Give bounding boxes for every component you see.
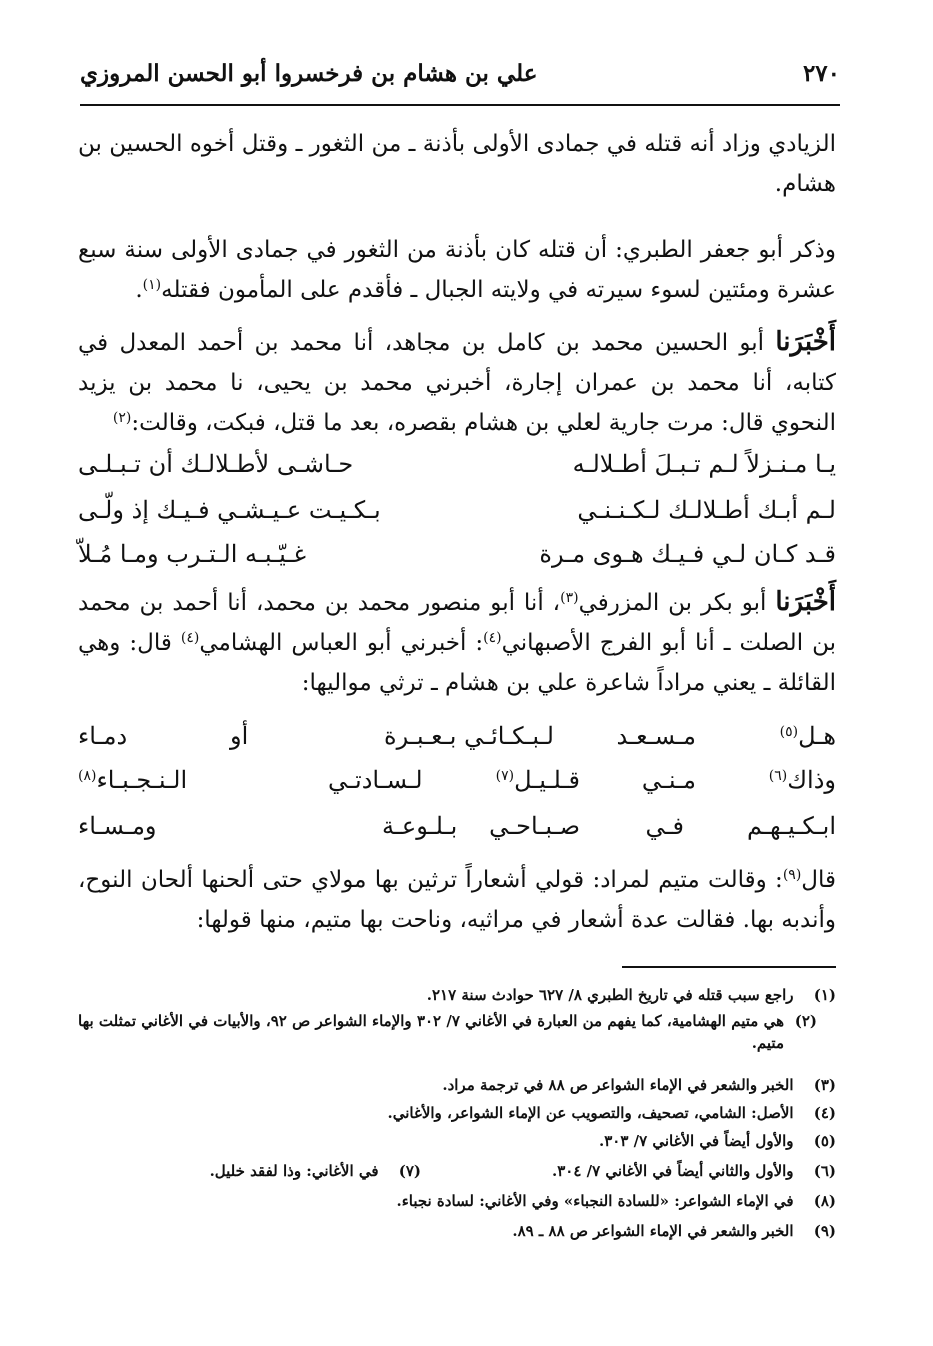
word: وذاك	[787, 766, 836, 794]
footnote-text: الخبر والشعر في الإماء الشواعر ص ٨٨ في ترجمة مراد.	[442, 1076, 794, 1094]
paragraph-3	[78, 322, 836, 443]
paragraph-2	[78, 230, 836, 310]
narration-lead: أَخْبَرَنا	[775, 587, 836, 617]
verse-word: بـعـبـرة	[384, 722, 457, 750]
paragraph-text: أبو الحسين محمد بن كامل بن مجاهد، أنا محمد بن أحمد المعدل في كتابه، أنا محمد بن عمران إجارة، أخبرني محمد بن يحيى، نا محمد بن يزيد النحوي قال: مرت جارية لعلي بن هشام بقصره، بعد ما قتل، فبكت، وقالت:	[78, 330, 836, 436]
verse-line	[78, 812, 836, 852]
paragraph-5	[78, 860, 836, 940]
footnote-number: (٢)	[794, 1012, 817, 1030]
verse-word: لـبـكـائـي	[464, 722, 554, 750]
footnote-ref: (٣)	[560, 590, 579, 606]
paragraph-text: قال	[801, 867, 836, 893]
verse-second-hemistich: غـيّـبـه الـتـرب ومـا مُـلاّ	[78, 540, 306, 568]
paragraph-text: وذكر أبو جعفر الطبري: أن قتله كان بأذنة من الثغور في جمادى الأولى سنة سبع عشرة ومئتين لسوء سيرته في ولايته الجبال ـ فأقدم على المأمون فقتله	[78, 237, 836, 303]
paragraph-text: .	[135, 277, 143, 303]
verse-word: مـنـي	[641, 766, 696, 794]
page-header	[80, 50, 840, 106]
footnote-text: هي متيم الهشامية، كما يفهم من العبارة في الأغاني ٧/ ٣٠٢ والإماء الشواعر ص ٩٢، والأبيات في الأغاني تمثلت بها متيم.	[78, 1012, 784, 1052]
verse-word: صـبـاحـي	[489, 812, 580, 840]
verse-word: أو	[230, 722, 249, 750]
footnote-3	[442, 1074, 836, 1096]
footnote-ref: (٢)	[112, 410, 132, 426]
footnote-text: راجع سبب قتله في تاريخ الطبري ٨/ ٦٢٧ حوادث سنة ٢١٧.	[426, 986, 794, 1004]
footnote-text: في الأغاني: وذا لفقد خليل.	[209, 1162, 379, 1180]
footnote-number: (٤)	[813, 1104, 836, 1122]
verse-word: دمـاء	[78, 722, 128, 750]
footnote-ref: (٧)	[495, 768, 515, 784]
verse-word: فـي	[645, 812, 684, 840]
footnote-text: الخبر والشعر في الإماء الشواعر ص ٨٨ ـ ٨٩.	[512, 1222, 794, 1240]
footnote-9	[512, 1220, 836, 1242]
verse-line	[78, 722, 836, 762]
verse-word: مـسـعـد	[616, 722, 696, 750]
verse-line	[78, 496, 836, 536]
footnote-2	[78, 1010, 836, 1054]
verse-second-hemistich: بـكـيـت عـيـشـي فـيـك إذ ولّـى	[78, 496, 381, 524]
narration-lead: أَخْبَرَنا	[775, 327, 836, 357]
verse-word: ابـكـيـهـم	[746, 812, 836, 840]
verse-word: بـلـوعـة	[382, 812, 458, 840]
footnote-ref: (٥)	[779, 724, 799, 740]
footnote-number: (٦)	[813, 1162, 836, 1180]
verse-line	[78, 766, 836, 806]
paragraph-text: الزيادي وزاد أنه قتله في جمادى الأولى بأذنة ـ من الثغور ـ وقتل أخوه الحسين بن هشام.	[78, 131, 836, 197]
footnote-number: (٩)	[813, 1222, 836, 1240]
page-number: ٢٧٠	[802, 60, 840, 87]
paragraph-text: ، أنا أبو منصور محمد بن محمد، أنا أحمد بن محمد بن الصلت ـ أنا أبو الفرج الأصبهاني	[78, 590, 836, 656]
footnote-4	[388, 1102, 837, 1124]
footnote-8	[396, 1190, 836, 1212]
footnote-text: والأول أيضاً في الأغاني ٧/ ٣٠٣.	[598, 1132, 794, 1150]
running-title: علي بن هشام بن فرخسروا أبو الحسن المروزي	[80, 60, 538, 87]
verse-first-hemistich: يـا مـنـزلاً لـم تـبـلَ أطـلالـه	[572, 450, 836, 478]
footnote-ref: (٩)	[782, 867, 802, 883]
verse-line	[78, 450, 836, 490]
footnote-number: (٣)	[813, 1076, 836, 1094]
verse-word	[78, 766, 187, 794]
footnote-1	[427, 984, 836, 1006]
verse-word	[496, 766, 580, 794]
word: الـنـجـبـاء	[96, 766, 188, 794]
word: قـلـيـل	[514, 766, 580, 794]
verse-line	[78, 540, 836, 580]
paragraph-text: : وقالت متيم لمراد: قولي أشعاراً ترثين بها مولاي حتى ألحنها ألحان النوح، وأندبه بها. فقالت عدة أشعار في مراثيه، وناحت بها متيم، منها قولها:	[78, 867, 836, 933]
verse-second-hemistich: حـاشـى لأطـلالـك أن تـبـلـى	[78, 450, 354, 478]
footnote-number: (٧)	[398, 1162, 421, 1180]
footnote-ref: (١)	[142, 277, 162, 293]
footnote-text: في الإماء الشواعر: «للسادة النجباء» وفي الأغاني: لسادة نجباء.	[396, 1192, 794, 1210]
verse-word	[769, 766, 836, 794]
footnote-6	[552, 1160, 836, 1182]
footnote-ref: (٨)	[78, 768, 97, 784]
paragraph-text: أبو بكر بن المزرفي	[578, 590, 776, 616]
paragraph-text: : أخبرني أبو العباس الهشامي	[199, 630, 484, 656]
footnote-number: (١)	[813, 986, 836, 1004]
footnote-number: (٥)	[813, 1132, 836, 1150]
footnote-5	[599, 1130, 836, 1152]
footnote-separator	[622, 966, 836, 968]
paragraph-text: قال: وهي القائلة ـ يعني مراداً شاعرة علي بن هشام ـ ترثي مواليها:	[78, 630, 836, 696]
footnote-number: (٨)	[813, 1192, 836, 1210]
paragraph-1	[78, 124, 836, 204]
verse-first-hemistich: قـد كـان لـي فـيـك هـوى مـرة	[539, 540, 836, 568]
footnote-text: الأصل: الشامي، تصحيف، والتصويب عن الإماء الشواعر، والأغاني.	[387, 1104, 794, 1122]
footnote-ref: (٦)	[768, 768, 788, 784]
verse-word: ومـسـاء	[78, 812, 157, 840]
paragraph-4	[78, 582, 836, 703]
word: هـل	[798, 722, 836, 750]
footnote-ref: (٤)	[483, 630, 502, 646]
verse-first-hemistich: لـم أبـك أطـلالـك لـكـنـنـي	[577, 496, 836, 524]
footnote-ref: (٤)	[180, 630, 200, 646]
footnote-text: والأول والثاني أيضاً في الأغاني ٧/ ٣٠٤.	[551, 1162, 794, 1180]
verse-word	[780, 722, 836, 750]
verse-word: لـسـادتـي	[328, 766, 423, 794]
footnote-7	[210, 1160, 421, 1182]
